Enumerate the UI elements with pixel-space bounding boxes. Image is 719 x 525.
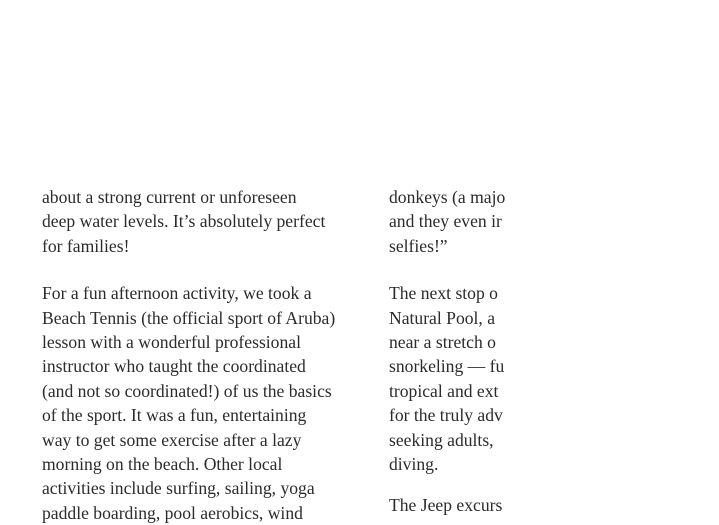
text-line: for the truly adv	[389, 405, 503, 426]
text-line: activities include surfing, sailing, yoga	[42, 478, 315, 499]
text-line: selfies!”	[389, 235, 448, 256]
paragraph-jeep-excursion	[389, 493, 719, 517]
text-line: Natural Pool, a	[389, 307, 496, 328]
text-line: Beach Tennis (the official sport of Aruba)	[42, 307, 336, 328]
paragraph-spacer	[389, 476, 719, 493]
text-line: (and not so coordinated!) of us the basics	[42, 380, 332, 401]
paragraph-natural-pool	[389, 281, 719, 476]
text-line: way to get some exercise after a lazy	[42, 429, 302, 450]
text-line: tropical and ext	[389, 380, 499, 401]
text-line: deep water levels. It’s absolutely perfect	[42, 211, 326, 232]
paragraph-spacer	[42, 258, 372, 281]
text-line: near a stretch o	[389, 332, 496, 353]
text-line: donkeys (a majo	[389, 187, 506, 207]
text-line: of the sport. It was a fun, entertaining	[42, 405, 307, 426]
text-line: paddle boarding, pool aerobics, wind	[42, 502, 303, 523]
text-line: lesson with a wonderful professional	[42, 332, 301, 353]
paragraph-safe-waters	[42, 185, 372, 258]
text-line: The next stop o	[389, 283, 498, 304]
left-text-column	[42, 185, 372, 525]
text-line: morning on the beach. Other local	[42, 454, 283, 475]
text-line: diving.	[389, 454, 439, 475]
text-line: The Jeep excurs	[389, 495, 503, 516]
text-line: about a strong current or unforeseen	[42, 187, 297, 207]
text-line: seeking adults,	[389, 429, 494, 450]
text-line: snorkeling — fu	[389, 356, 505, 377]
text-line: instructor who taught the coordinated	[42, 356, 306, 377]
right-text-column	[389, 185, 719, 518]
paragraph-donkeys	[389, 185, 719, 258]
text-line: for families!	[42, 235, 130, 256]
paragraph-spacer	[389, 258, 719, 281]
text-line: For a fun afternoon activity, we took a	[42, 283, 312, 304]
text-line: and they even ir	[389, 211, 502, 232]
paragraph-beach-tennis	[42, 281, 372, 525]
